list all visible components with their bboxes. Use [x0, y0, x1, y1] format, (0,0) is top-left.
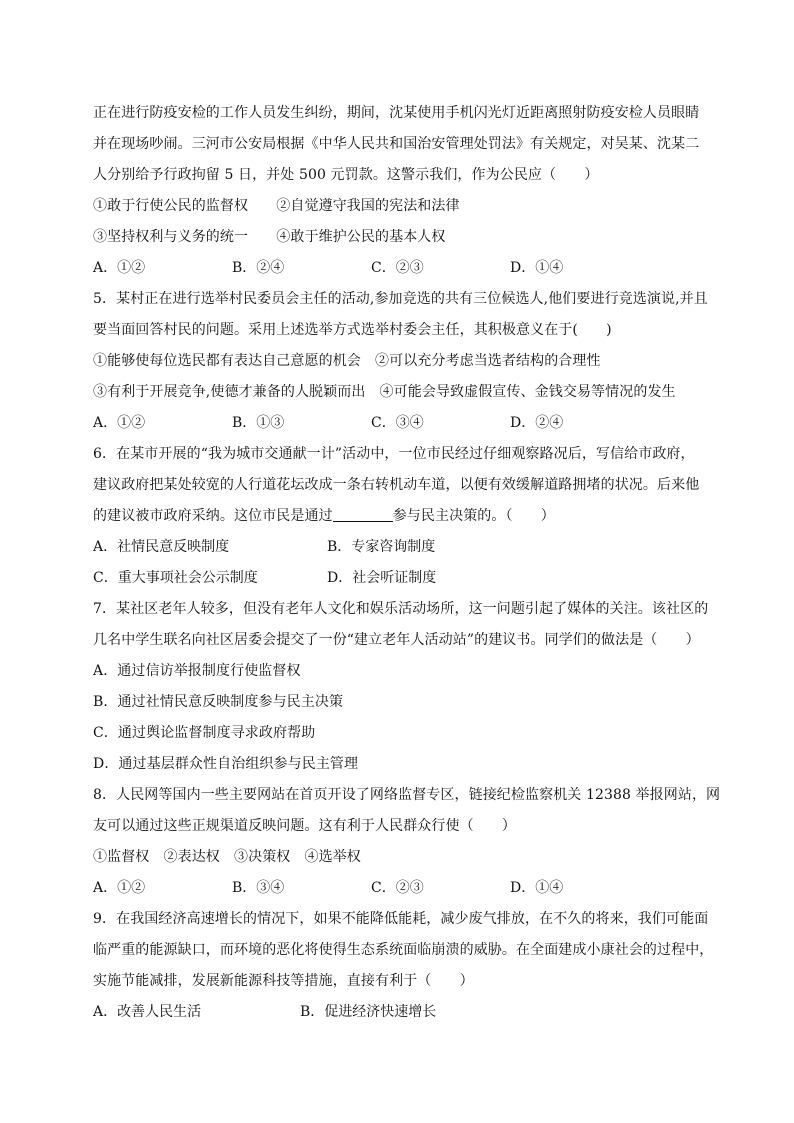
q8-option-d: D．①④ [510, 880, 564, 896]
q6-stem-line-1: 6．在某市开展的“我为城市交通献一计”活动中，一位市民经过仔细观察路况后，写信给市政府， [93, 446, 695, 462]
q9-option-a: A．改善人民生活 [93, 1004, 202, 1020]
q8-statements: ①监督权 ②表达权 ③决策权 ④选举权 [93, 849, 361, 865]
q6-option-a: A．社情民意反映制度 [93, 539, 230, 555]
q6-options-row-2 [93, 568, 713, 588]
q5-options [93, 413, 713, 433]
q4-stem-line-3: 人分别给予行政拘留 5 日，并处 500 元罚款。这警示我们，作为公民应（ ） [93, 167, 599, 183]
q7-stem-line-2: 几名中学生联名向社区居委会提交了一份“建立老年人活动站”的建议书。同学们的做法是（ ） [93, 632, 700, 648]
q5-stem-line-1: 5．某村正在进行选举村民委员会主任的活动,参加竞选的共有三位候选人,他们要进行竞选演说,并且 [93, 291, 708, 307]
q7-option-c: C．通过舆论监督制度寻求政府帮助 [93, 725, 316, 741]
q4-statements-2: ③坚持权利与义务的统一 ④敢于维护公民的基本人权 [93, 229, 446, 245]
q7-option-b: B．通过社情民意反映制度参与民主决策 [93, 694, 344, 710]
answer-blank [333, 507, 393, 522]
q9-stem-line-1: 9．在我国经济高速增长的情况下，如果不能降低能耗，减少废气排放，在不久的将来，我们可能面 [93, 911, 709, 927]
q6-options-row-1 [93, 537, 713, 557]
q5-statements-1: ①能够使每位选民都有表达自己意愿的机会 ②可以充分考虑当选者结构的合理性 [93, 353, 601, 369]
q8-stem-line-2: 友可以通过这些正规渠道反映问题。这有利于人民群众行使（ ） [93, 818, 516, 834]
q4-stem-line-2: 并在现场吵闹。三河市公安局根据《中华人民共和国治安管理处罚法》有关规定，对吴某、沈某二 [93, 136, 700, 152]
q6-stem-line-3 [93, 506, 713, 526]
q7-stem-line-1: 7．某社区老年人较多，但没有老年人文化和娱乐活动场所，这一问题引起了媒体的关注。该社区的 [93, 601, 709, 617]
q6-stem-line-2: 建议政府把某处较宽的人行道花坛改成一条右转机动车道，以便有效缓解道路拥堵的状况。后来他 [93, 477, 700, 493]
q5-option-d: D．②④ [510, 415, 564, 431]
q4-option-c: C．②③ [371, 260, 424, 276]
q4-option-a: A．①② [93, 260, 146, 276]
q7-option-a: A．通过信访举报制度行使监督权 [93, 663, 301, 679]
q5-stem-line-2: 要当面回答村民的问题。采用上述选举方式选举村委会主任，其积极意义在于( ) [93, 322, 612, 338]
q5-option-b: B．①③ [232, 415, 285, 431]
q8-option-a: A．①② [93, 880, 146, 896]
q9-stem-line-3: 实施节能减排，发展新能源科技等措施，直接有利于（ ） [93, 973, 474, 989]
q8-option-b: B．③④ [232, 880, 285, 896]
q4-options [93, 258, 713, 278]
q9-options [93, 1002, 713, 1022]
q4-statements-1: ①敢于行使公民的监督权 ②自觉遵守我国的宪法和法律 [93, 198, 460, 214]
q4-stem-line-1: 正在进行防疫安检的工作人员发生纠纷，期间，沈某使用手机闪光灯近距离照射防疫安检人员眼睛 [93, 105, 700, 121]
q6-stem-text-after-blank: 参与民主决策的。（ ） [392, 508, 555, 524]
q7-option-d: D．通过基层群众性自治组织参与民主管理 [93, 756, 359, 772]
q6-stem-text-before-blank: 的建议被市政府采纳。这位市民是通过 [93, 508, 333, 524]
q4-option-b: B．②④ [232, 260, 285, 276]
q8-stem-line-1: 8．人民网等国内一些主要网站在首页开设了网络监督专区，链接纪检监察机关 12388 举报网站，网 [93, 787, 721, 803]
q9-option-b: B．促进经济快速增长 [300, 1004, 437, 1020]
q6-option-c: C．重大事项社会公示制度 [93, 570, 258, 586]
q5-option-a: A．①② [93, 415, 146, 431]
q8-option-c: C．②③ [371, 880, 424, 896]
q5-statements-2: ③有利于开展竞争,使德才兼备的人脱颖而出 ④可能会导致虚假宣传、金钱交易等情况的发生 [93, 384, 676, 400]
q4-option-d: D．①④ [510, 260, 564, 276]
q5-option-c: C．③④ [371, 415, 424, 431]
q9-stem-line-2: 临严重的能源缺口，而环境的恶化将使得生态系统面临崩溃的威胁。在全面建成小康社会的过程中， [93, 942, 714, 958]
q6-option-d: D．社会听证制度 [327, 570, 437, 586]
q6-option-b: B．专家咨询制度 [327, 539, 436, 555]
q8-options [93, 878, 713, 898]
